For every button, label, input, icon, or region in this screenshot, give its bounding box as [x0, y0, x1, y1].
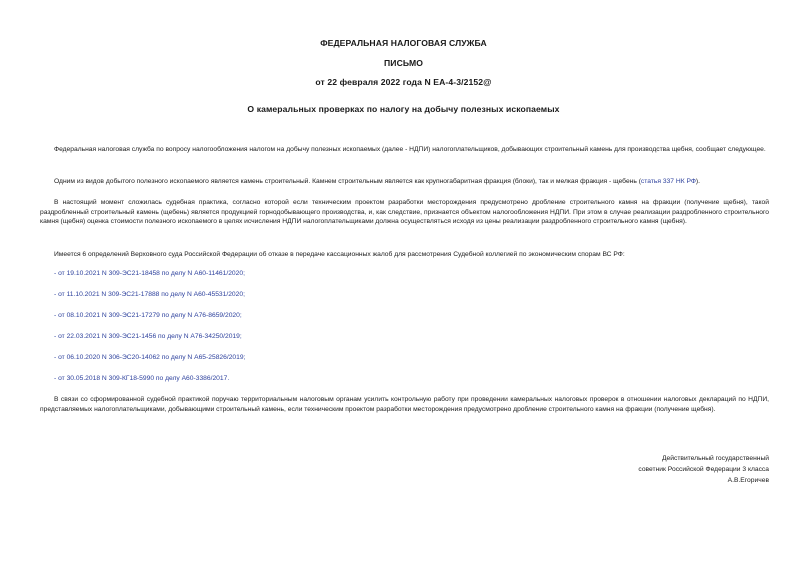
paragraph-rulings-intro: Имеется 6 определений Верховного суда Российской Федерации об отказе в передаче кассационных жалоб для рассмотрения Судебной коллегией по экономическим спорам ВС РФ:	[54, 251, 625, 258]
document-type: ПИСЬМО	[384, 58, 423, 68]
ruling-link[interactable]: - от 06.10.2020 N 306-ЭС20-14062 по делу N А65-25826/2019;	[54, 354, 246, 361]
ruling-link[interactable]: - от 08.10.2021 N 309-ЭС21-17279 по делу N А76-8659/2020;	[54, 312, 242, 319]
paragraph-stone-definition	[40, 177, 769, 187]
tax-code-article-link[interactable]: статья 337 НК РФ	[640, 178, 696, 185]
signature-name: А.В.Егоричев	[727, 477, 769, 484]
paragraph-court-practice: В настоящий момент сложилась судебная практика, согласно которой если техническим проектом разработки месторождения предусмотрено дробление строительного камня на фракции (получение щебня), такой раздробленный строительный камень (щебень) является продукцией горнодобывающего производства, и, как следствие, признается объектом налогообложения НДПИ. При этом в случае реализации раздробленного строительного камня (щебня) оценка стоимости полезного ископаемого в целях исчисления НДПИ налогоплательщиками должна осуществляться исходя из цены реализации раздробленного строительного камня (щебня).	[40, 199, 769, 226]
paragraph-intro: Федеральная налоговая служба по вопросу налогообложения налогом на добычу полезных ископаемых (далее - НДПИ) налогоплательщиков, добывающих строительный камень для производства щебня, сообщает следующее.	[54, 146, 766, 153]
paragraph-stone-end: ).	[695, 178, 701, 185]
signature-title-line-2: советник Российской Федерации 3 класса	[638, 466, 769, 473]
agency-title: ФЕДЕРАЛЬНАЯ НАЛОГОВАЯ СЛУЖБА	[320, 38, 487, 48]
ruling-link[interactable]: - от 11.10.2021 N 309-ЭС21-17888 по делу N А60-45531/2020;	[54, 291, 245, 298]
signature-title-line-1: Действительный государственный	[662, 455, 769, 462]
document-date-number: от 22 февраля 2022 года N ЕА-4-3/2152@	[315, 77, 492, 87]
ruling-link[interactable]: - от 19.10.2021 N 309-ЭС21-18458 по делу N А60-11461/2020;	[54, 270, 245, 277]
ruling-link[interactable]: - от 30.05.2018 N 309-КГ18-5990 по делу А60-3386/2017.	[54, 375, 230, 382]
document-subject: О камеральных проверках по налогу на добычу полезных ископаемых	[247, 104, 560, 114]
paragraph-stone-text: Одним из видов добытого полезного ископаемого является камень строительный. Камнем строительным является как крупногабаритная фракция (блоки), так и мелкая фракция - щебень (	[54, 178, 641, 185]
ruling-link[interactable]: - от 22.03.2021 N 309-ЭС21-1456 по делу N А76-34250/2019;	[54, 333, 242, 340]
paragraph-instruction: В связи со сформированной судебной практикой поручаю территориальным налоговым органам усилить контрольную работу при проведении камеральных налоговых проверок в отношении налоговых деклараций по НДПИ, представляемых налогоплательщиками, добывающими строительный камень, если техническим проектом разработки месторождения предусмотрено дробление строительного камня на фракции (получение щебня).	[40, 396, 769, 413]
